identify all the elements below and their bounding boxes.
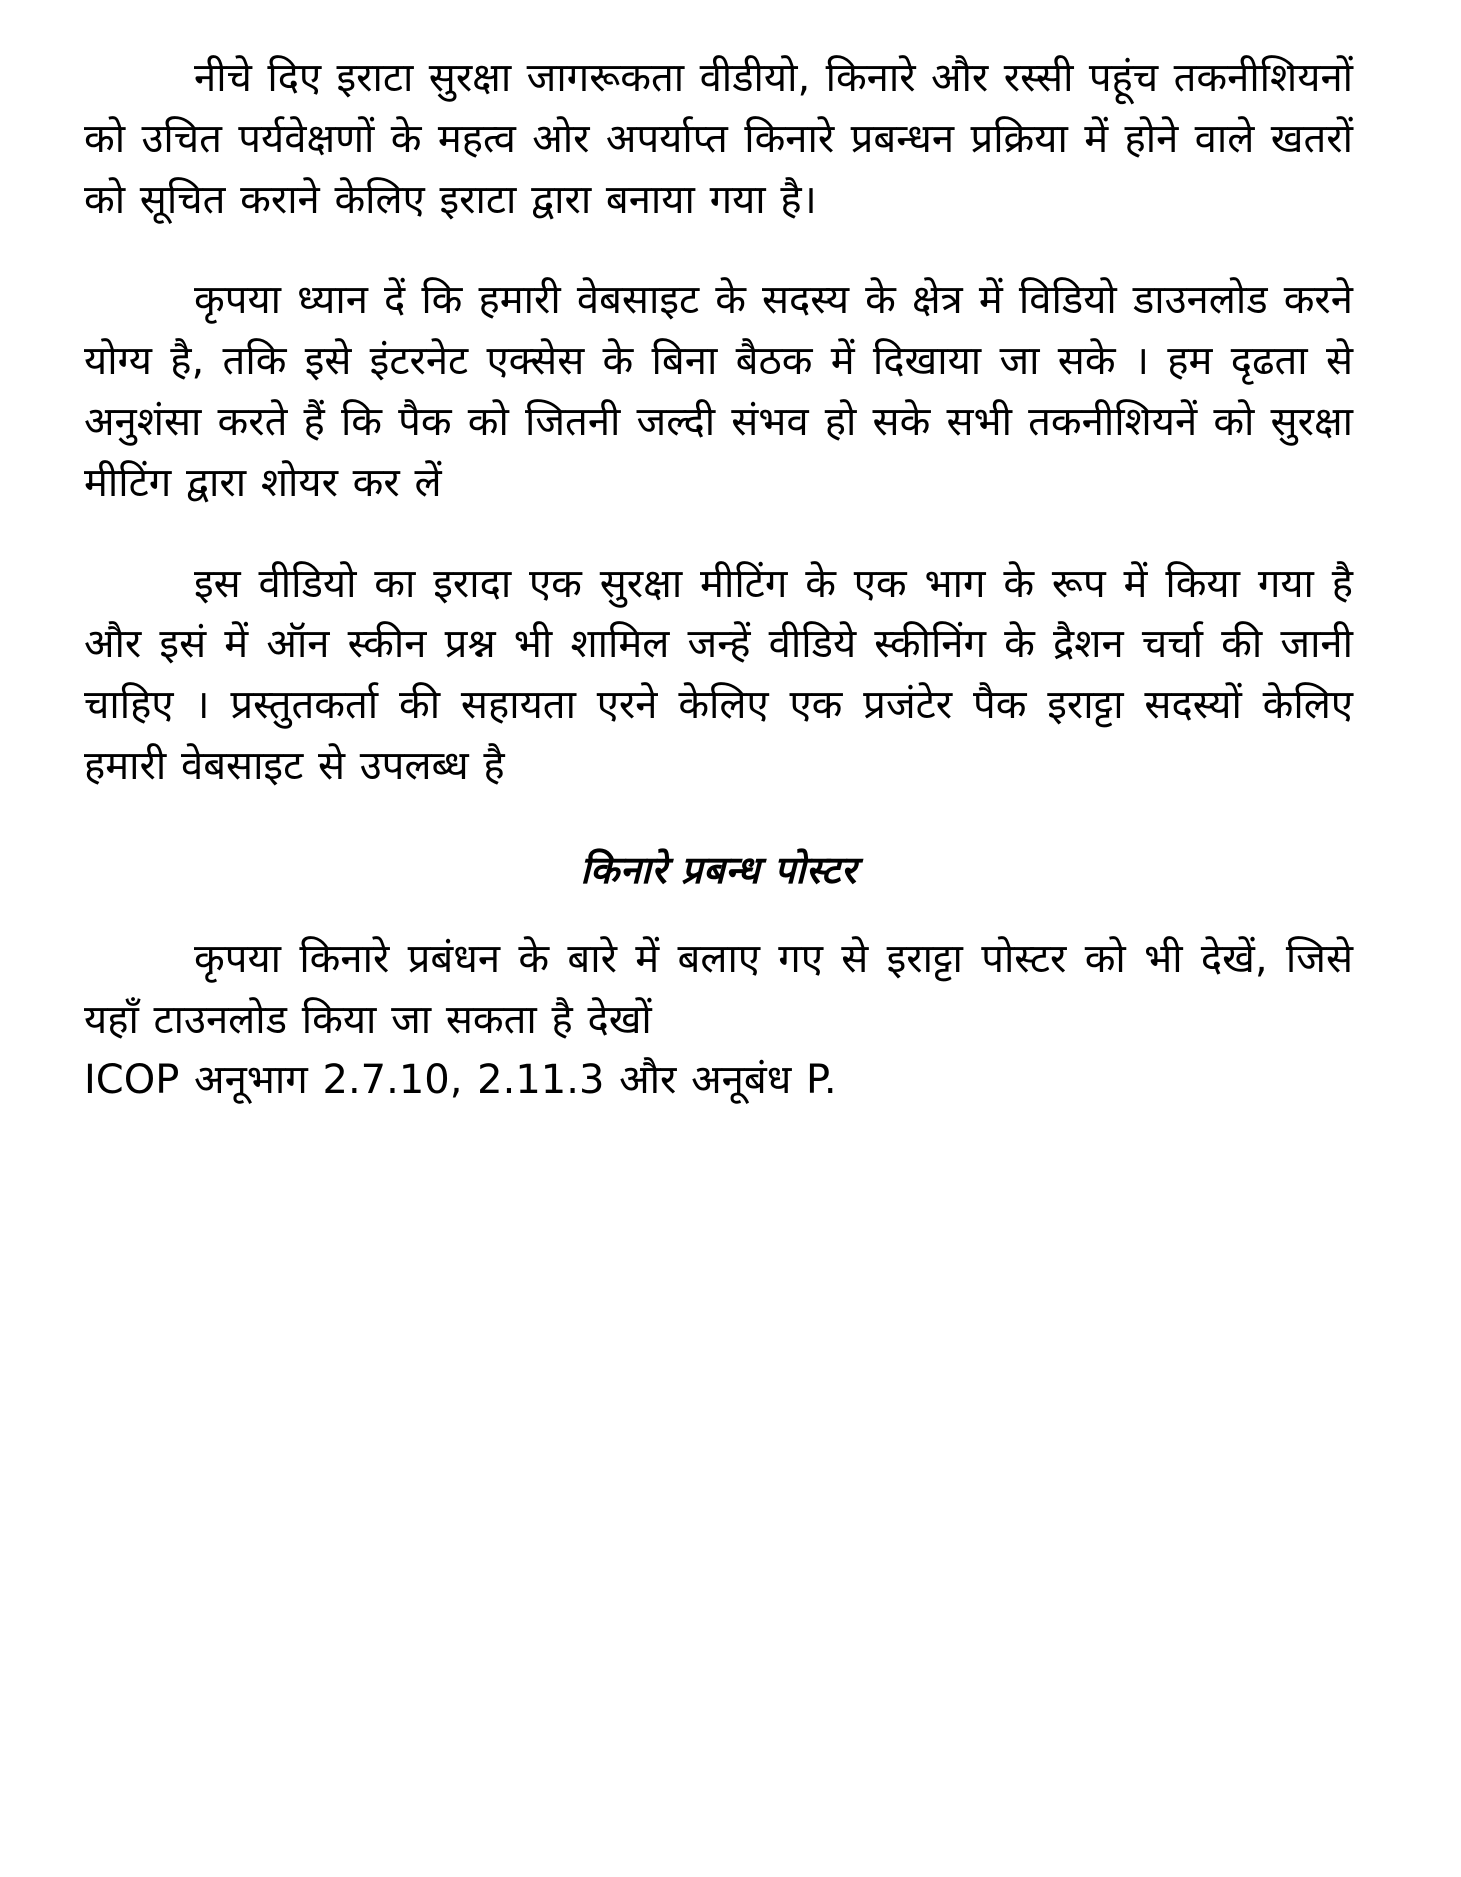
paragraph-intro-video-purpose: नीचे दिए इराटा सुरक्षा जागरूकता वीडीयो, किनारे और रस्सी पहूंच तकनीशियनों को उचित पर्यवेक्षणों के महत्व ओर अपर्याप्त किनारे प्रबन्धन प्रक्रिया में होने वाले खतरों को सूचित कराने केलिए इराटा द्वारा बनाया गया है। [84,55,1353,223]
paragraph-icop-reference: ICOP अनूभाग 2.7.10, 2.11.3 और अनूबंध P. [84,1057,837,1104]
paragraph-download-note: कृपया ध्यान दें कि हमारी वेबसाइट के सदस्य के क्षेत्र में विडियो डाउनलोड करने योग्य है, तकि इसे इंटरनेट एक्सेस के बिना बैठक में दिखाया जा सके । हम दृढता से अनुशंसा करते हैं कि पैक को जितनी जल्दी संभव हो सके सभी तकनीशियनें को सुरक्षा मीटिंग द्वारा शोयर कर लें [84,277,1353,506]
paragraph-poster-reference: कृपया किनारे प्रबंधन के बारे में बलाए गए से इराट्टा पोस्टर को भी देखें, जिसे यहाँ टाउनलोड किया जा सकता है देखों [84,935,1353,1043]
section-heading-edge-management-poster: किनारे प्रबन्ध पोस्टर [580,847,857,892]
paragraph-video-intent: इस वीडियो का इरादा एक सुरक्षा मीटिंग के एक भाग के रूप में किया गया है और इसं में ऑन स्कीन प्रश्न भी शामिल जन्हें वीडिये स्कीनिंग के द्रैशन चर्चा की जानी चाहिए । प्रस्तुतकर्ता की सहायता एरने केलिए एक प्रजंटेर पैक इराट्टा सदस्यों केलिए हमारी वेबसाइट से उपलब्ध है [84,560,1354,789]
